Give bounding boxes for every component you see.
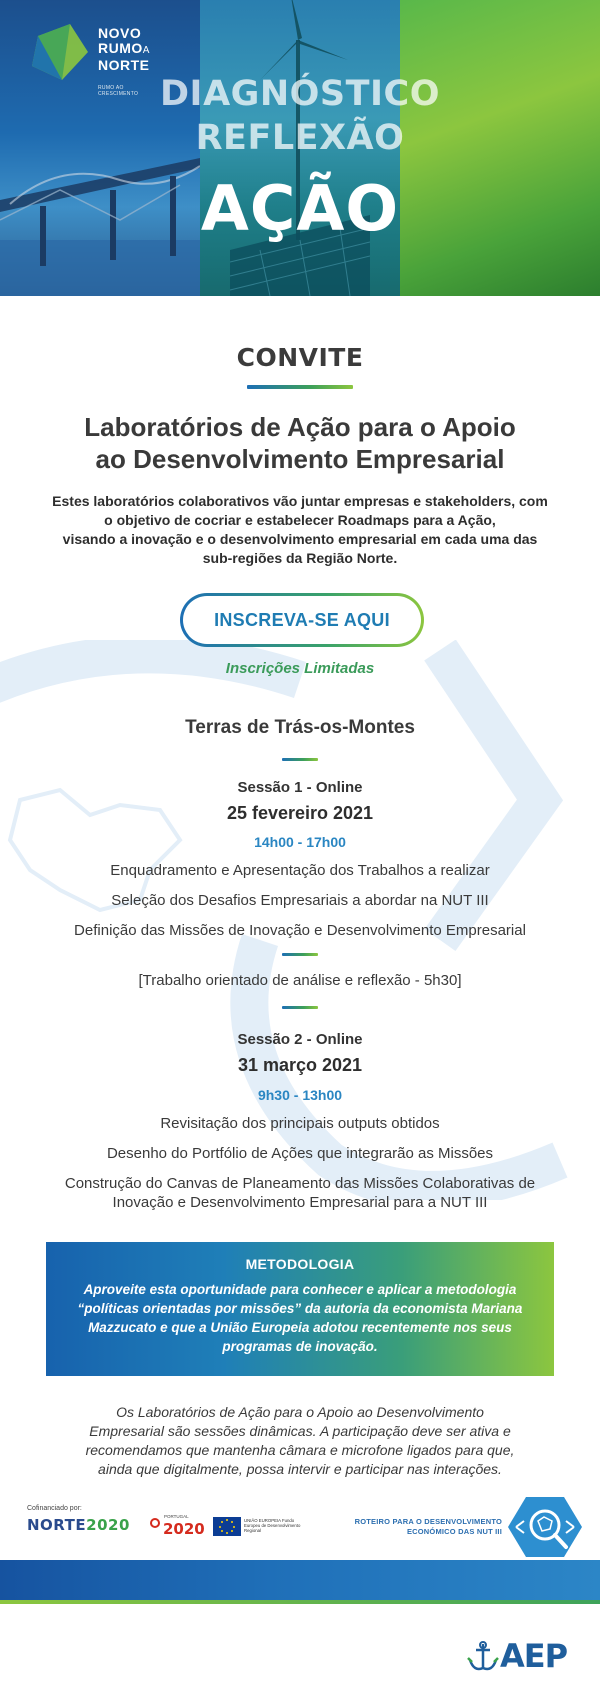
footer-green-line xyxy=(0,1600,600,1604)
methodology-box xyxy=(46,1242,554,1376)
region-divider xyxy=(282,758,318,761)
session-1-date: 25 fevereiro 2021 xyxy=(226,803,374,823)
roteiro-line-2: ECONÓMICO DAS NUT III xyxy=(406,1527,502,1536)
event-title xyxy=(0,411,600,475)
session-2-time: 9h30 - 13h00 xyxy=(257,1087,343,1103)
closing-paragraph xyxy=(0,1403,600,1479)
limited-registrations-note: Inscrições Limitadas xyxy=(225,660,375,677)
cofinanced-label: Cofinanciado por: xyxy=(27,1505,82,1512)
session-1-note: [Trabalho orientado de análise e reflexão - 5h30] xyxy=(138,972,462,989)
aep-wordmark: AEP xyxy=(500,1637,568,1675)
session-2-item: Revisitação dos principais outputs obtidos xyxy=(160,1115,440,1132)
aep-anchor-icon xyxy=(466,1640,500,1674)
logo-small-a: A xyxy=(142,45,150,56)
intro-line: sub-regiões da Região Norte. xyxy=(202,550,398,566)
norte2020-b: 2020 xyxy=(86,1516,130,1534)
hero-title-acao: AÇÃO xyxy=(200,172,400,245)
session-1-divider xyxy=(282,953,318,956)
portugal2020-number: 2020 xyxy=(163,1520,205,1538)
methodology-line: Mazzucato e que a União Europeia adotou recentemente nos seus xyxy=(88,1320,512,1335)
hero-title-diagnostico: DIAGNÓSTICO xyxy=(160,74,440,114)
norte2020-a: NORTE xyxy=(27,1516,87,1534)
closing-line: Os Laboratórios de Ação para o Apoio ao Desenvolvimento xyxy=(116,1404,484,1420)
register-button[interactable]: INSCREVA-SE AQUI xyxy=(183,596,421,644)
intro-line: o objetivo de cocriar e estabelecer Roadmaps para a Ação, xyxy=(104,512,496,528)
session-2-title: Sessão 2 - Online xyxy=(237,1031,363,1048)
session-1-title: Sessão 1 - Online xyxy=(237,779,363,796)
session-2-item: Construção do Canvas de Planeamento das Missões Colaborativas de xyxy=(64,1175,536,1192)
portugal-emblem-icon xyxy=(150,1518,160,1528)
roteiro-map-search-icon xyxy=(508,1495,582,1559)
methodology-text xyxy=(72,1280,528,1356)
closing-line: recomendamos que mantenha câmara e microfone ligados para que, xyxy=(85,1442,515,1458)
logo-tagline: RUMO AO CRESCIMENTO xyxy=(98,85,139,97)
intro-line: visando a inovação e o desenvolvimento empresarial em cada uma das xyxy=(62,531,538,547)
aep-logo[interactable] xyxy=(466,1636,586,1676)
portugal2020-small: PORTUGAL xyxy=(164,1514,189,1519)
footer-blue-band xyxy=(0,1560,600,1600)
closing-line: Empresarial são sessões dinâmicas. A participação deve ser ativa e xyxy=(89,1423,511,1439)
portugal2020-logo[interactable] xyxy=(150,1514,206,1540)
event-title-line-1: Laboratórios de Ação para o Apoio xyxy=(84,412,516,442)
hero-title-reflexao: REFLEXÃO xyxy=(195,118,405,158)
hero-banner xyxy=(0,0,600,296)
intro-paragraph xyxy=(0,492,600,568)
roteiro-label xyxy=(322,1517,502,1537)
session-2-date: 31 março 2021 xyxy=(237,1055,363,1075)
methodology-title: METODOLOGIA xyxy=(245,1256,355,1272)
methodology-line: “políticas orientadas por missões” da autoria da economista Mariana xyxy=(77,1301,523,1316)
norte2020-logo[interactable] xyxy=(27,1516,130,1534)
session-1-item: Enquadramento e Apresentação dos Trabalhos a realizar xyxy=(110,862,490,879)
methodology-line: programas de inovação. xyxy=(222,1339,378,1354)
logo-wordmark xyxy=(98,26,150,73)
logo-line-1: NOVO xyxy=(98,25,142,41)
logo-line-3: NORTE xyxy=(98,57,150,73)
methodology-line: Aproveite esta oportunidade para conhecer e aplicar a metodologia xyxy=(83,1282,517,1297)
roteiro-line-1: ROTEIRO PARA O DESENVOLVIMENTO xyxy=(354,1517,502,1526)
session-divider xyxy=(282,1006,318,1009)
invite-heading: CONVITE xyxy=(236,343,364,372)
session-1-time: 14h00 - 17h00 xyxy=(254,834,346,850)
session-2-item: Inovação e Desenvolvimento Empresarial para a NUT III xyxy=(112,1194,488,1211)
session-2-item: Desenho do Portfólio de Ações que integrarão as Missões xyxy=(106,1145,494,1162)
event-title-line-2: ao Desenvolvimento Empresarial xyxy=(95,444,505,474)
region-title: Terras de Trás-os-Montes xyxy=(185,717,415,738)
closing-line: ainda que digitalmente, possa intervir e participar nas interações. xyxy=(98,1461,502,1477)
session-1-item: Seleção dos Desafios Empresariais a abordar na NUT III xyxy=(111,892,489,909)
register-button-frame[interactable] xyxy=(180,593,424,647)
logo-line-2: RUMOA xyxy=(98,40,150,56)
eu-flag-icon xyxy=(213,1517,241,1536)
session-1-item: Definição das Missões de Inovação e Desenvolvimento Empresarial xyxy=(74,922,526,939)
heading-divider xyxy=(247,385,353,389)
eu-fund-text: UNIÃO EUROPEIA Fundo Europeu de Desenvolvimento Regional xyxy=(244,1518,301,1533)
intro-line: Estes laboratórios colaborativos vão juntar empresas e stakeholders, com xyxy=(52,493,548,509)
